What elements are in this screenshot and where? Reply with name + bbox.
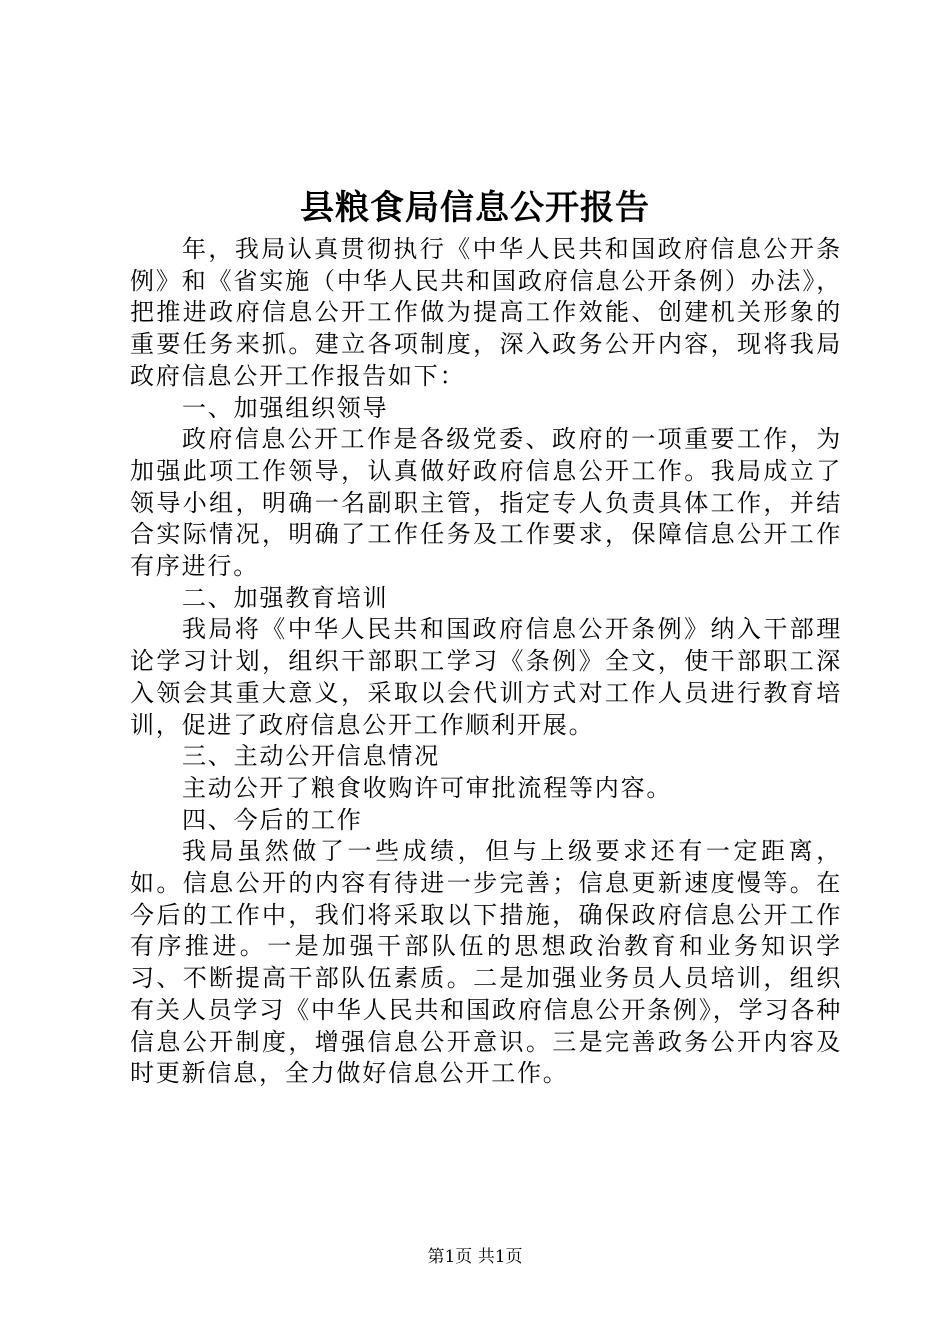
- document-body: [130, 234, 842, 1090]
- page-footer: 第1页 共1页: [427, 1247, 523, 1267]
- document-title: 县粮食局信息公开报告: [300, 188, 650, 228]
- intro-paragraph: 年，我局认真贯彻执行《中华人民共和国政府信息公开条例》和《省实施（中华人民共和国政府信息公开条例）办法》，把推进政府信息公开工作做为提高工作效能、创建机关形象的重要任务来抓。建立各项制度，深入政务公开内容，现将我局政府信息公开工作报告如下：: [130, 235, 842, 390]
- section-paragraph-1: 政府信息公开工作是各级党委、政府的一项重要工作，为加强此项工作领导，认真做好政府信息公开工作。我局成立了领导小组，明确一名副职主管，指定专人负责具体工作，并结合实际情况，明确了工作任务及工作要求，保障信息公开工作有序进行。: [130, 425, 842, 581]
- section-paragraph-2: 我局将《中华人民共和国政府信息公开条例》纳入干部理论学习计划，组织干部职工学习《条例》全文，使干部职工深入领会其重大意义，采取以会代训方式对工作人员进行教育培训，促进了政府信息公开工作顺利开展。: [130, 615, 842, 739]
- section-heading-2: 二、加强教育培训: [182, 583, 389, 612]
- section-paragraph-3: 主动公开了粮食收购许可审批流程等内容。: [182, 773, 673, 802]
- section-heading-1: 一、加强组织领导: [182, 393, 389, 422]
- section-heading-4: 四、今后的工作: [182, 805, 363, 834]
- section-paragraph-4: 我局虽然做了一些成绩，但与上级要求还有一定距离，如。信息公开的内容有待进一步完善；信息更新速度慢等。在今后的工作中，我们将采取以下措施，确保政府信息公开工作有序推进。一是加强干部队伍的思想政治教育和业务知识学习、不断提高干部队伍素质。二是加强业务员人员培训，组织有关人员学习《中华人民共和国政府信息公开条例》，学习各种信息公开制度，增强信息公开意识。三是完善政务公开内容及时更新信息，全力做好信息公开工作。: [130, 837, 842, 1088]
- section-heading-3: 三、主动公开信息情况: [182, 742, 440, 771]
